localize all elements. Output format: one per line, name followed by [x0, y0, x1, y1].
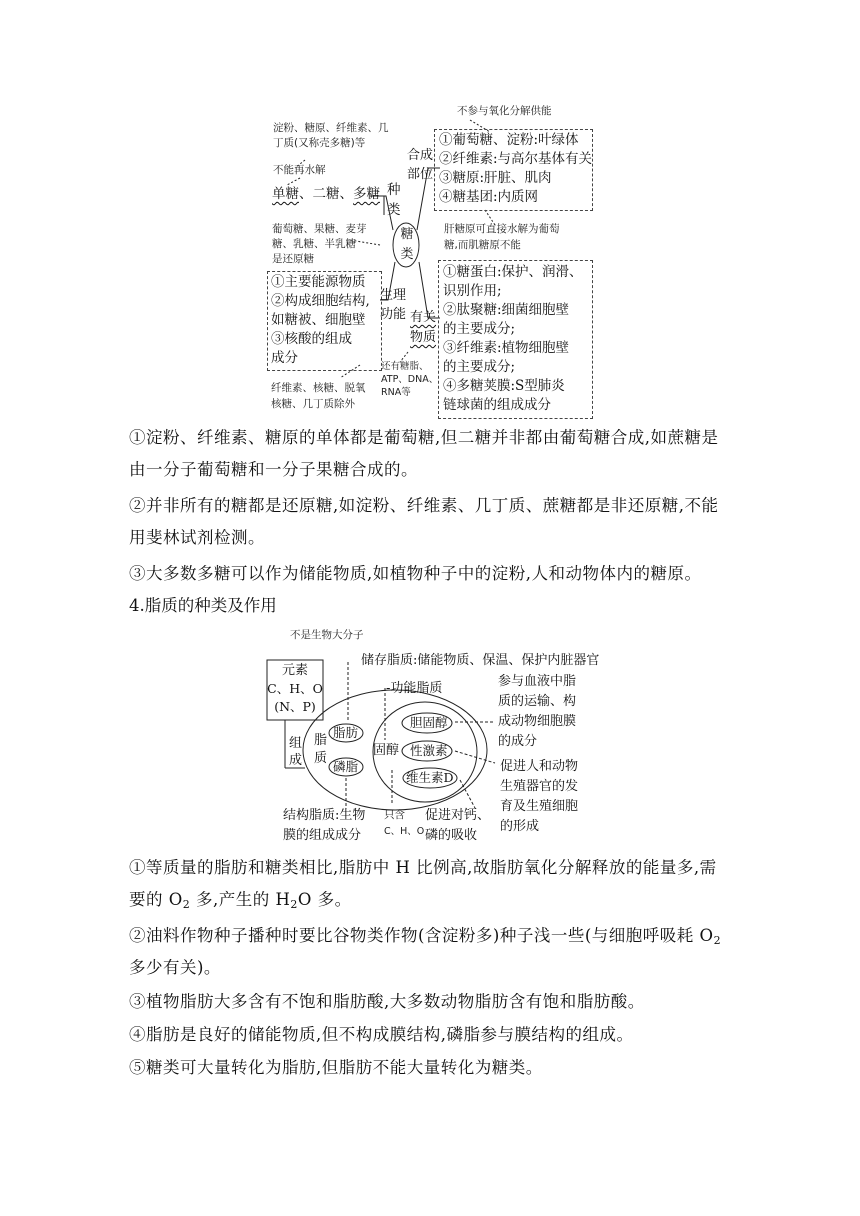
sugar-center-label: 糖类 [400, 227, 414, 262]
di-sugar: 二糖 [312, 186, 340, 202]
note-not-oxidized: 不参与氧化分解供能 [457, 105, 552, 117]
function-item-1: ①主要能源物质 [271, 274, 366, 290]
cholesterol-role-1: 参与血液中脂 [498, 674, 577, 689]
lipid-paragraph-1: ①等质量的脂肪和糖类相比,脂肪中 H 比例高,故脂肪氧化分解释放的能量多,需要的 $O_2$ 多,产生的 $H_2O$ 多。 [129, 858, 717, 911]
structural-lipid-2: 膜的组成成分 [283, 828, 362, 843]
note-reducing-line1: 葡萄糖、果糖、麦芽 [272, 223, 367, 235]
poly-sugar: 多糖 [353, 186, 380, 202]
related-item-2: 识别作用; [443, 283, 502, 299]
element-line-1: 元素 [281, 663, 308, 678]
note-not-macromolecule: 不是生物大分子 [290, 629, 364, 641]
compose-label-2: 成 [289, 753, 303, 768]
element-line-2: C、H、O [267, 681, 323, 696]
note-no-hydrolysis: 不能再水解 [273, 164, 326, 176]
function-label-1: 生理 [380, 288, 407, 303]
related-item-8: 链球菌的组成成分 [443, 397, 551, 413]
note-glycogen-line2: 糖,而肌糖原不能 [444, 239, 521, 251]
note-chno-1: 只含 [384, 809, 405, 821]
note-also-line3: RNA等 [381, 387, 411, 398]
hormone-role-3: 育及生殖细胞 [500, 799, 579, 814]
sex-hormone-label: 性激素 [410, 743, 448, 758]
note-cellulose-line1: 纤维素、核糖、脱氧 [271, 382, 366, 394]
phospholipid-label: 磷脂 [333, 759, 359, 774]
structural-lipid-1: 结构脂质:生物 [283, 808, 366, 823]
lipid-paragraph-3: ③植物脂肪大多含有不饱和脂肪酸,大多数动物脂肪含有饱和脂肪酸。 [129, 992, 645, 1011]
hormone-role-1: 促进人和动物 [500, 759, 579, 774]
hormone-role-2: 生殖器官的发 [500, 779, 579, 794]
function-item-5: 成分 [271, 350, 298, 366]
sugar-species-row: 单糖、二糖、多糖 [272, 186, 380, 202]
paragraph-3: ③大多数多糖可以作为储能物质,如植物种子中的淀粉,人和动物体内的糖原。 [129, 564, 702, 583]
note-also-line1: 还有糖脂、 [381, 361, 429, 372]
vitd-role-1: 促进对钙、 [425, 808, 491, 823]
cholesterol-role-2: 质的运输、构 [498, 694, 577, 709]
note-also-line2: ATP、DNA、 [381, 374, 439, 385]
note-reducing-line3: 是还原糖 [272, 253, 314, 265]
synthesis-item-4: ④糖基团:内质网 [439, 189, 539, 205]
storage-lipid: 储存脂质:储能物质、保温、保护内脏器官 [361, 653, 600, 668]
species-label-1: 种 [387, 182, 401, 198]
paragraph-1: ①淀粉、纤维素、糖原的单体都是葡萄糖,但二糖并非都由葡萄糖合成,如蔗糖是由一分子葡萄糖和一分子果糖合成的。 [129, 428, 719, 479]
cholesterol-role-3: 成动物细胞膜 [498, 714, 577, 729]
cholesterol-role-4: 的成分 [498, 734, 538, 749]
note-reducing-line2: 糖、乳糖、半乳糖 [272, 238, 356, 250]
note-chno-2: C、H、O [384, 826, 425, 837]
synthesis-item-3: ③糖原:肝脏、肌肉 [439, 170, 552, 186]
function-label-2: 功能 [380, 307, 407, 322]
function-item-4: ③核酸的组成 [271, 331, 352, 347]
lipid-paragraph-4: ④脂肪是良好的储能物质,但不构成膜结构,磷脂参与膜结构的组成。 [129, 1025, 634, 1044]
mono-sugar: 单糖 [272, 186, 299, 202]
related-item-5: ③纤维素:植物细胞壁 [443, 340, 570, 356]
related-label-1: 有关 [410, 310, 437, 325]
related-item-7: ④多糖荚膜:S型肺炎 [443, 378, 565, 394]
synthesis-item-2: ②纤维素:与高尔基体有关 [439, 151, 593, 167]
element-line-3: (N、P) [274, 699, 316, 714]
note-polysaccharide-line1: 淀粉、糖原、纤维素、几 [273, 122, 389, 134]
note-cellulose-line2: 核糖、几丁质除外 [271, 398, 355, 410]
related-item-6: 的主要成分; [443, 359, 516, 375]
species-label-2: 类 [387, 202, 401, 218]
fat-label: 脂肪 [333, 725, 359, 740]
hormone-role-4: 的形成 [500, 819, 540, 834]
lipid-paragraph-5: ⑤糖类可大量转化为脂肪,但脂肪不能大量转化为糖类。 [129, 1058, 543, 1077]
note-polysaccharide-line2: 丁质(又称壳多糖)等 [273, 137, 366, 149]
compose-label-1: 组 [289, 736, 303, 751]
related-label-2: 物质 [410, 330, 437, 345]
synthesis-item-1: ①葡萄糖、淀粉:叶绿体 [439, 132, 579, 148]
vitamin-d-label: 维生素D [406, 770, 454, 785]
cholesterol-label: 胆固醇 [410, 715, 448, 730]
sterol-label: 固醇 [373, 743, 400, 758]
related-item-4: 的主要成分; [443, 321, 516, 337]
note-glycogen-line1: 肝糖原可直接水解为葡萄 [444, 223, 560, 235]
lipid-label-1: 脂 [314, 733, 328, 748]
functional-lipid: -功能脂质 [386, 681, 443, 696]
paragraph-2: ②并非所有的糖都是还原糖,如淀粉、纤维素、几丁质、蔗糖都是非还原糖,不能用斐林试剂检测。 [129, 496, 719, 547]
function-item-3: 如糖被、细胞壁 [271, 312, 366, 328]
related-item-1: ①糖蛋白:保护、润滑、 [443, 264, 583, 280]
section-heading-4: 4.脂质的种类及作用 [129, 596, 277, 615]
function-item-2: ②构成细胞结构, [271, 293, 370, 309]
vitd-role-2: 磷的吸收 [425, 828, 478, 843]
synthesis-label-1: 合成 [407, 148, 434, 163]
synthesis-label-2: 部位 [407, 167, 434, 182]
lipid-paragraph-2: ②油料作物种子播种时要比谷物类作物(含淀粉多)种子浅一些(与细胞呼吸耗 $O_2$ 多少有关)。 [129, 926, 722, 977]
related-item-3: ②肽聚糖:细菌细胞壁 [443, 302, 570, 318]
lipid-label-2: 质 [314, 751, 328, 766]
